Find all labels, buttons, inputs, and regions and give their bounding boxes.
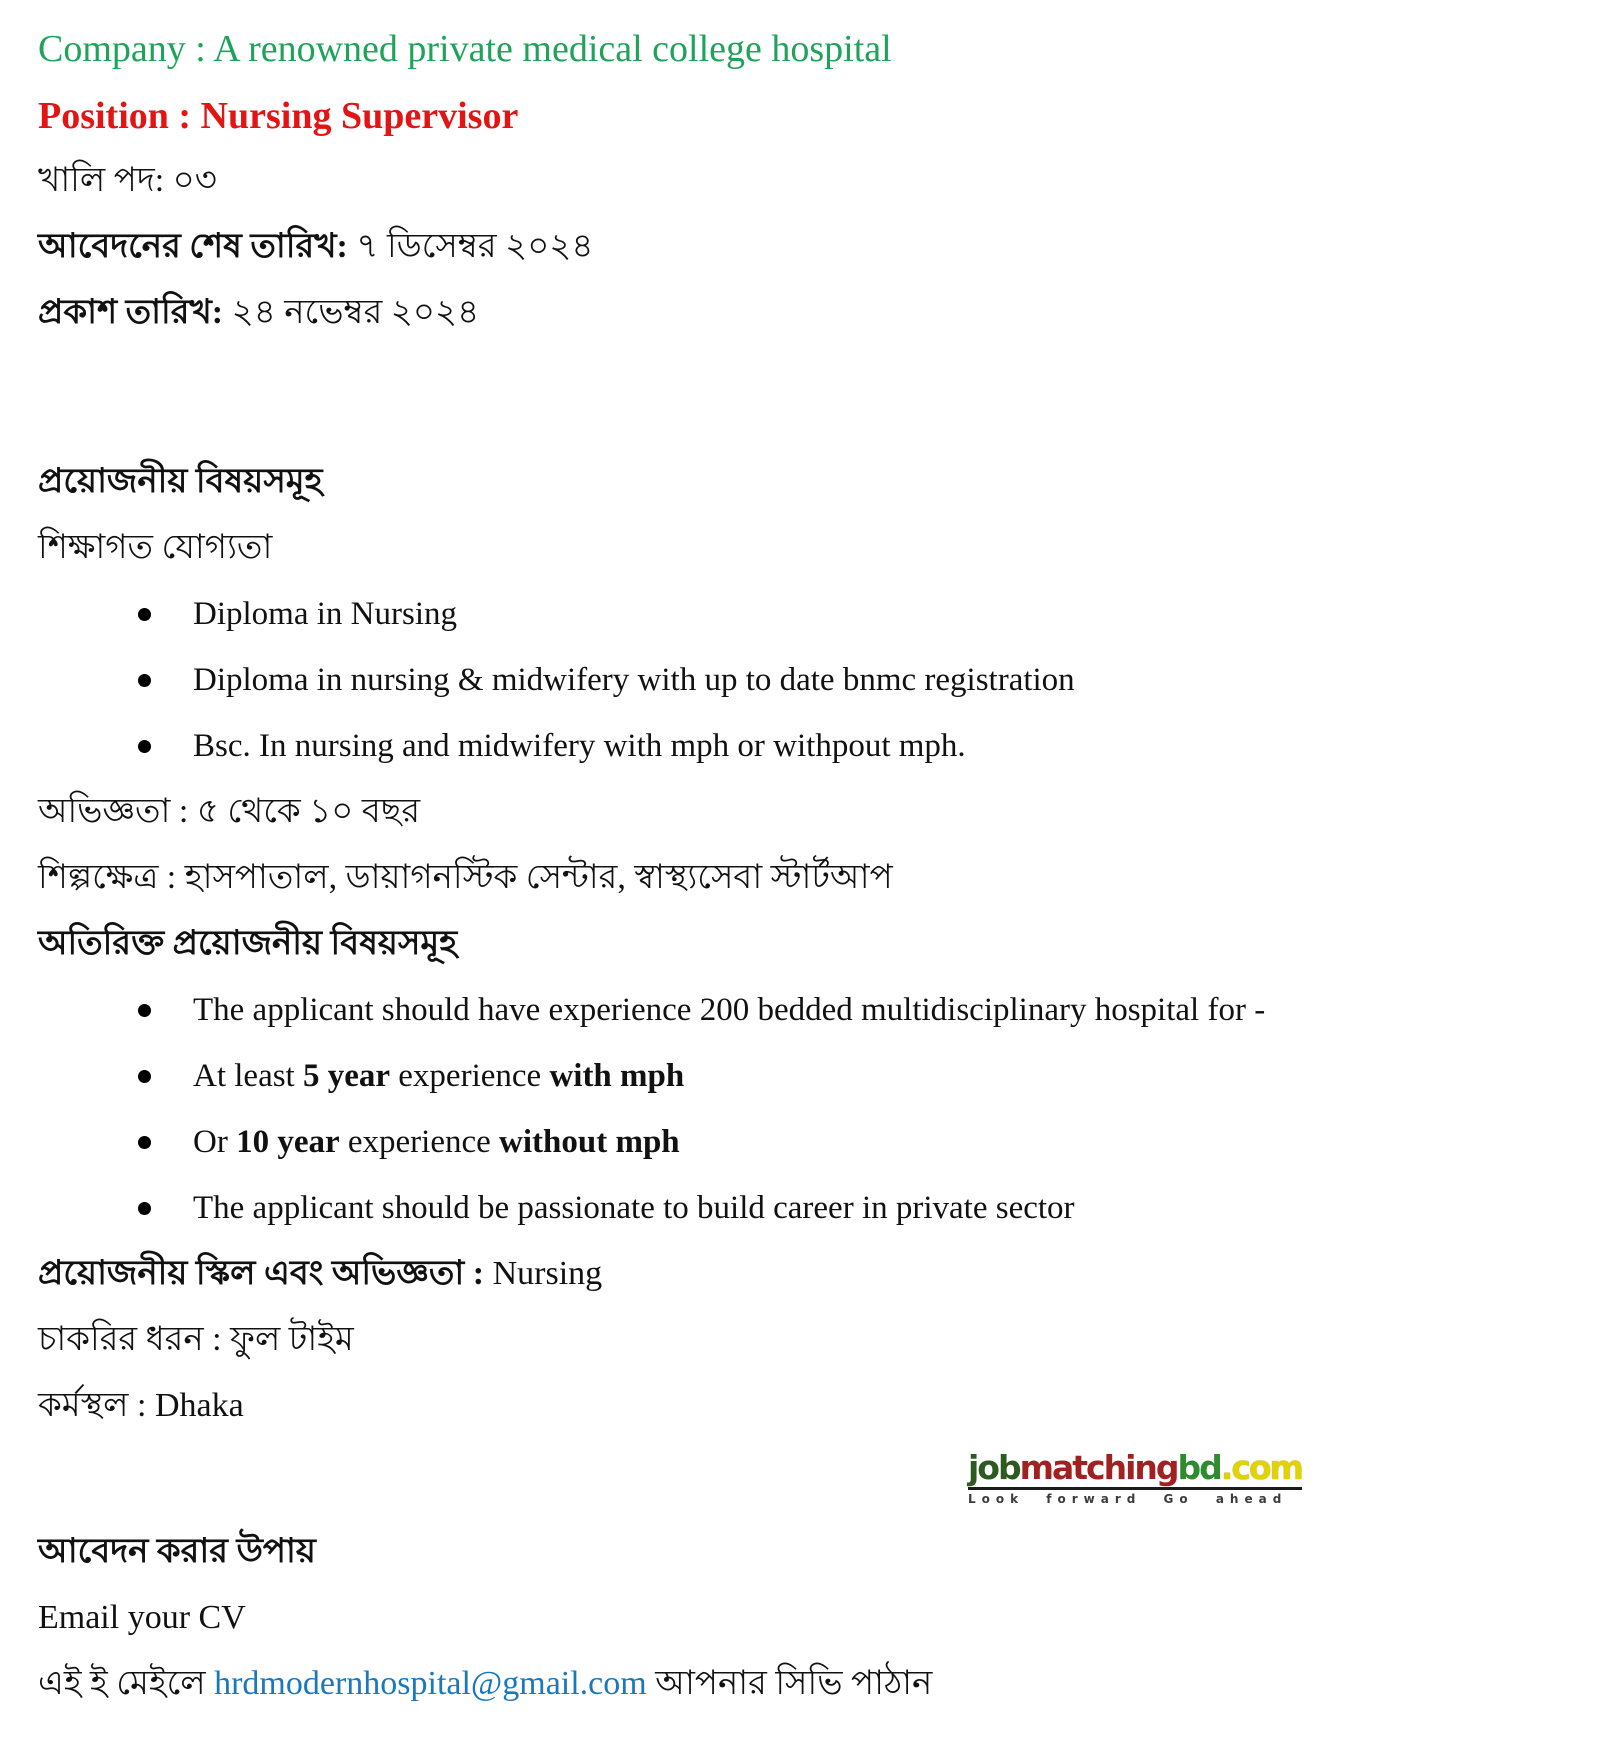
- jobmatchingbd-logo-text: [968, 1450, 1302, 1490]
- list-item: Or 10 year experience without mph: [138, 1120, 1562, 1164]
- position-line: Position : Nursing Supervisor: [38, 95, 519, 137]
- list-item: Diploma in nursing & midwifery with up to date bnmc registration: [138, 658, 1562, 702]
- skills-value: Nursing: [484, 1255, 603, 1292]
- experience-line: অভিজ্ঞতা : ৫ থেকে ১০ বছর: [38, 793, 421, 830]
- deadline-label: আবেদনের শেষ তারিখ:: [38, 228, 348, 265]
- published-value: ২৪ নভেম্বর ২০২৪: [223, 294, 480, 331]
- location-line: কর্মস্থল : Dhaka: [38, 1387, 244, 1424]
- skills-label: প্রয়োজনীয় স্কিল এবং অভিজ্ঞতা :: [38, 1255, 485, 1292]
- email-line-prefix: এই ই মেইলে: [38, 1665, 215, 1702]
- logo-tagline: Look forward Go ahead: [968, 1492, 1288, 1506]
- email-instruction-line: [38, 1662, 1562, 1706]
- skills-line: [38, 1252, 1562, 1296]
- logo-part-job: job: [968, 1448, 1020, 1487]
- industry-line: শিল্পক্ষেত্র : হাসপাতাল, ডায়াগনস্টিক সেন্টার, স্বাস্থ্যসেবা স্টার্টআপ: [38, 859, 893, 896]
- list-item: The applicant should have experience 200 bedded multidisciplinary hospital for -: [138, 988, 1562, 1032]
- logo-part-com: .com: [1220, 1448, 1302, 1487]
- apply-heading: আবেদন করার উপায়: [38, 1533, 316, 1570]
- list-item: At least 5 year experience with mph: [138, 1054, 1562, 1098]
- company-line: Company : A renowned private medical college hospital: [38, 28, 892, 70]
- published-label: প্রকাশ তারিখ:: [38, 294, 224, 331]
- education-list: [38, 592, 1562, 768]
- education-heading: শিক্ষাগত যোগ্যতা: [38, 529, 273, 566]
- deadline-line: [38, 225, 1562, 269]
- list-item: Diploma in Nursing: [138, 592, 1562, 636]
- jobmatchingbd-logo: [968, 1448, 1302, 1506]
- requirements-heading: প্রয়োজনীয় বিষয়সমূহ: [38, 463, 323, 500]
- list-item: The applicant should be passionate to build career in private sector: [138, 1186, 1562, 1230]
- logo-part-matching: matching: [1019, 1448, 1178, 1487]
- vacancy-line: খালি পদ: ০৩: [38, 162, 217, 199]
- application-email-link[interactable]: hrdmodernhospital@gmail.com: [214, 1665, 647, 1702]
- job-type-line: চাকরির ধরন : ফুল টাইম: [38, 1321, 354, 1358]
- email-line-suffix: আপনার সিভি পাঠান: [646, 1665, 933, 1702]
- deadline-value: ৭ ডিসেম্বর ২০২৪: [347, 228, 594, 265]
- email-cv-line: Email your CV: [38, 1599, 246, 1636]
- list-item: Bsc. In nursing and midwifery with mph or withpout mph.: [138, 724, 1562, 768]
- additional-requirements-heading: অতিরিক্ত প্রয়োজনীয় বিষয়সমূহ: [38, 925, 458, 962]
- logo-part-bd: bd: [1177, 1448, 1221, 1487]
- additional-requirements-list: [38, 988, 1562, 1230]
- published-line: [38, 291, 1562, 335]
